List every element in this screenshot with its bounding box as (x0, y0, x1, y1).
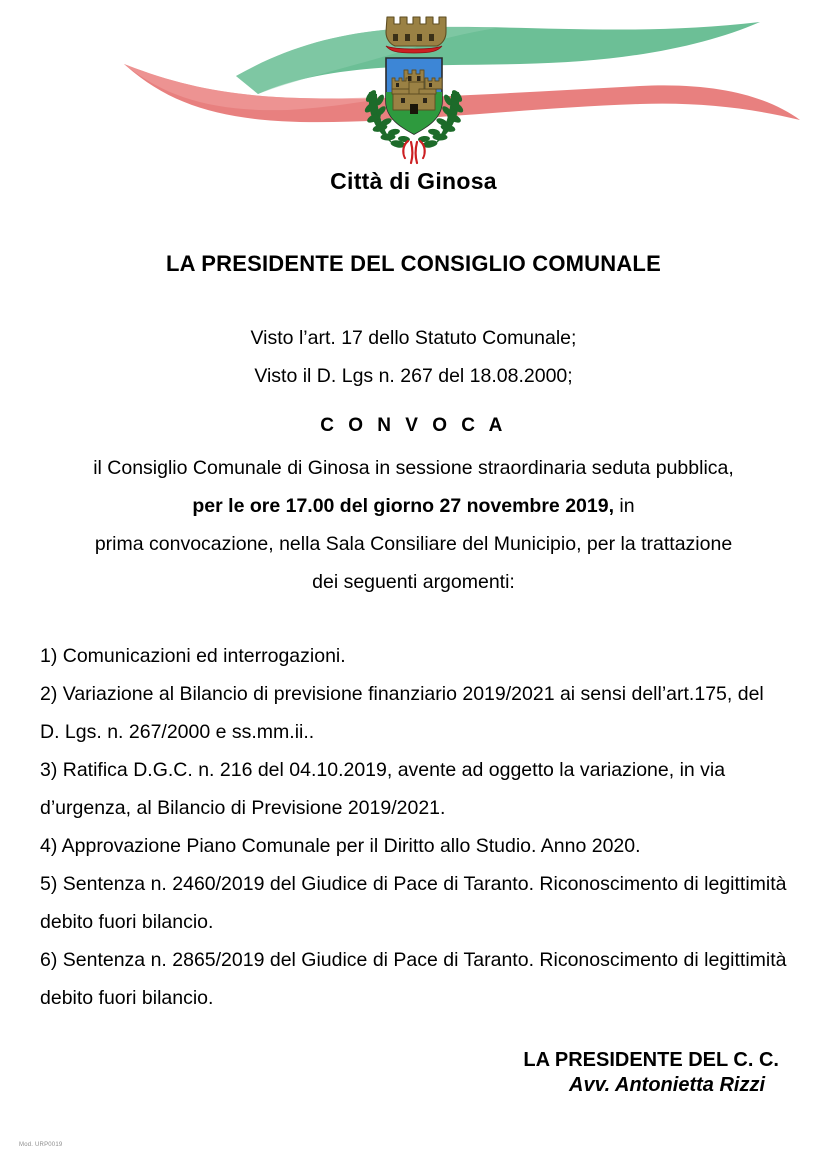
signature-block (0, 1049, 827, 1097)
page-title: LA PRESIDENTE DEL CONSIGLIO COMUNALE (166, 251, 661, 276)
premise-line: Visto l’art. 17 dello Statuto Comunale; (250, 327, 577, 349)
convoca-line-1: il Consiglio Comunale di Ginosa in sessione straordinaria seduta pubblica, (93, 457, 734, 479)
emblem-container (0, 8, 827, 168)
letterhead (0, 0, 827, 205)
convoca-line-3: prima convocazione, nella Sala Consiliare del Municipio, per la trattazione (94, 533, 733, 555)
convoca-line-2-tail: in (614, 495, 635, 517)
convoca-heading: C O N V O C A (320, 415, 507, 436)
convoca-line-4: dei seguenti argomenti: (312, 571, 515, 593)
agenda-item: 1) Comunicazioni ed interrogazioni. (40, 645, 346, 667)
agenda-list (40, 637, 787, 1017)
convoca-line-2 (0, 487, 827, 525)
convoca-body (0, 449, 827, 601)
agenda-item: 5) Sentenza n. 2460/2019 del Giudice di Pace di Taranto. Riconoscimento di legittimità debito fuori bilancio. (40, 873, 787, 933)
signature-role: LA PRESIDENTE DEL C. C. (523, 1049, 779, 1071)
agenda-item: 3) Ratifica D.G.C. n. 216 del 04.10.2019, avente ad oggetto la variazione, in via d’urgenza, al Bilancio di Previsione 2019/2021. (40, 759, 726, 819)
ginosa-coat-of-arms-icon (353, 8, 475, 166)
premise-line: Visto il D. Lgs n. 267 del 18.08.2000; (254, 365, 573, 387)
premises-block (0, 319, 827, 395)
agenda-item: 6) Sentenza n. 2865/2019 del Giudice di Pace di Taranto. Riconoscimento di legittimità debito fuori bilancio. (40, 949, 787, 1009)
agenda-item: 4) Approvazione Piano Comunale per il Diritto allo Studio. Anno 2020. (40, 835, 641, 857)
agenda-item: 2) Variazione al Bilancio di previsione finanziario 2019/2021 ai sensi dell’art.175, del D. Lgs. n. 267/2000 e ss.mm.ii.. (40, 683, 764, 743)
signature-name: Avv. Antonietta Rizzi (569, 1074, 765, 1096)
city-name: Città di Ginosa (330, 168, 497, 194)
form-code-footer: Mod. URP0019 (19, 1142, 63, 1148)
meeting-datetime: per le ore 17.00 del giorno 27 novembre 2019, (192, 495, 614, 517)
